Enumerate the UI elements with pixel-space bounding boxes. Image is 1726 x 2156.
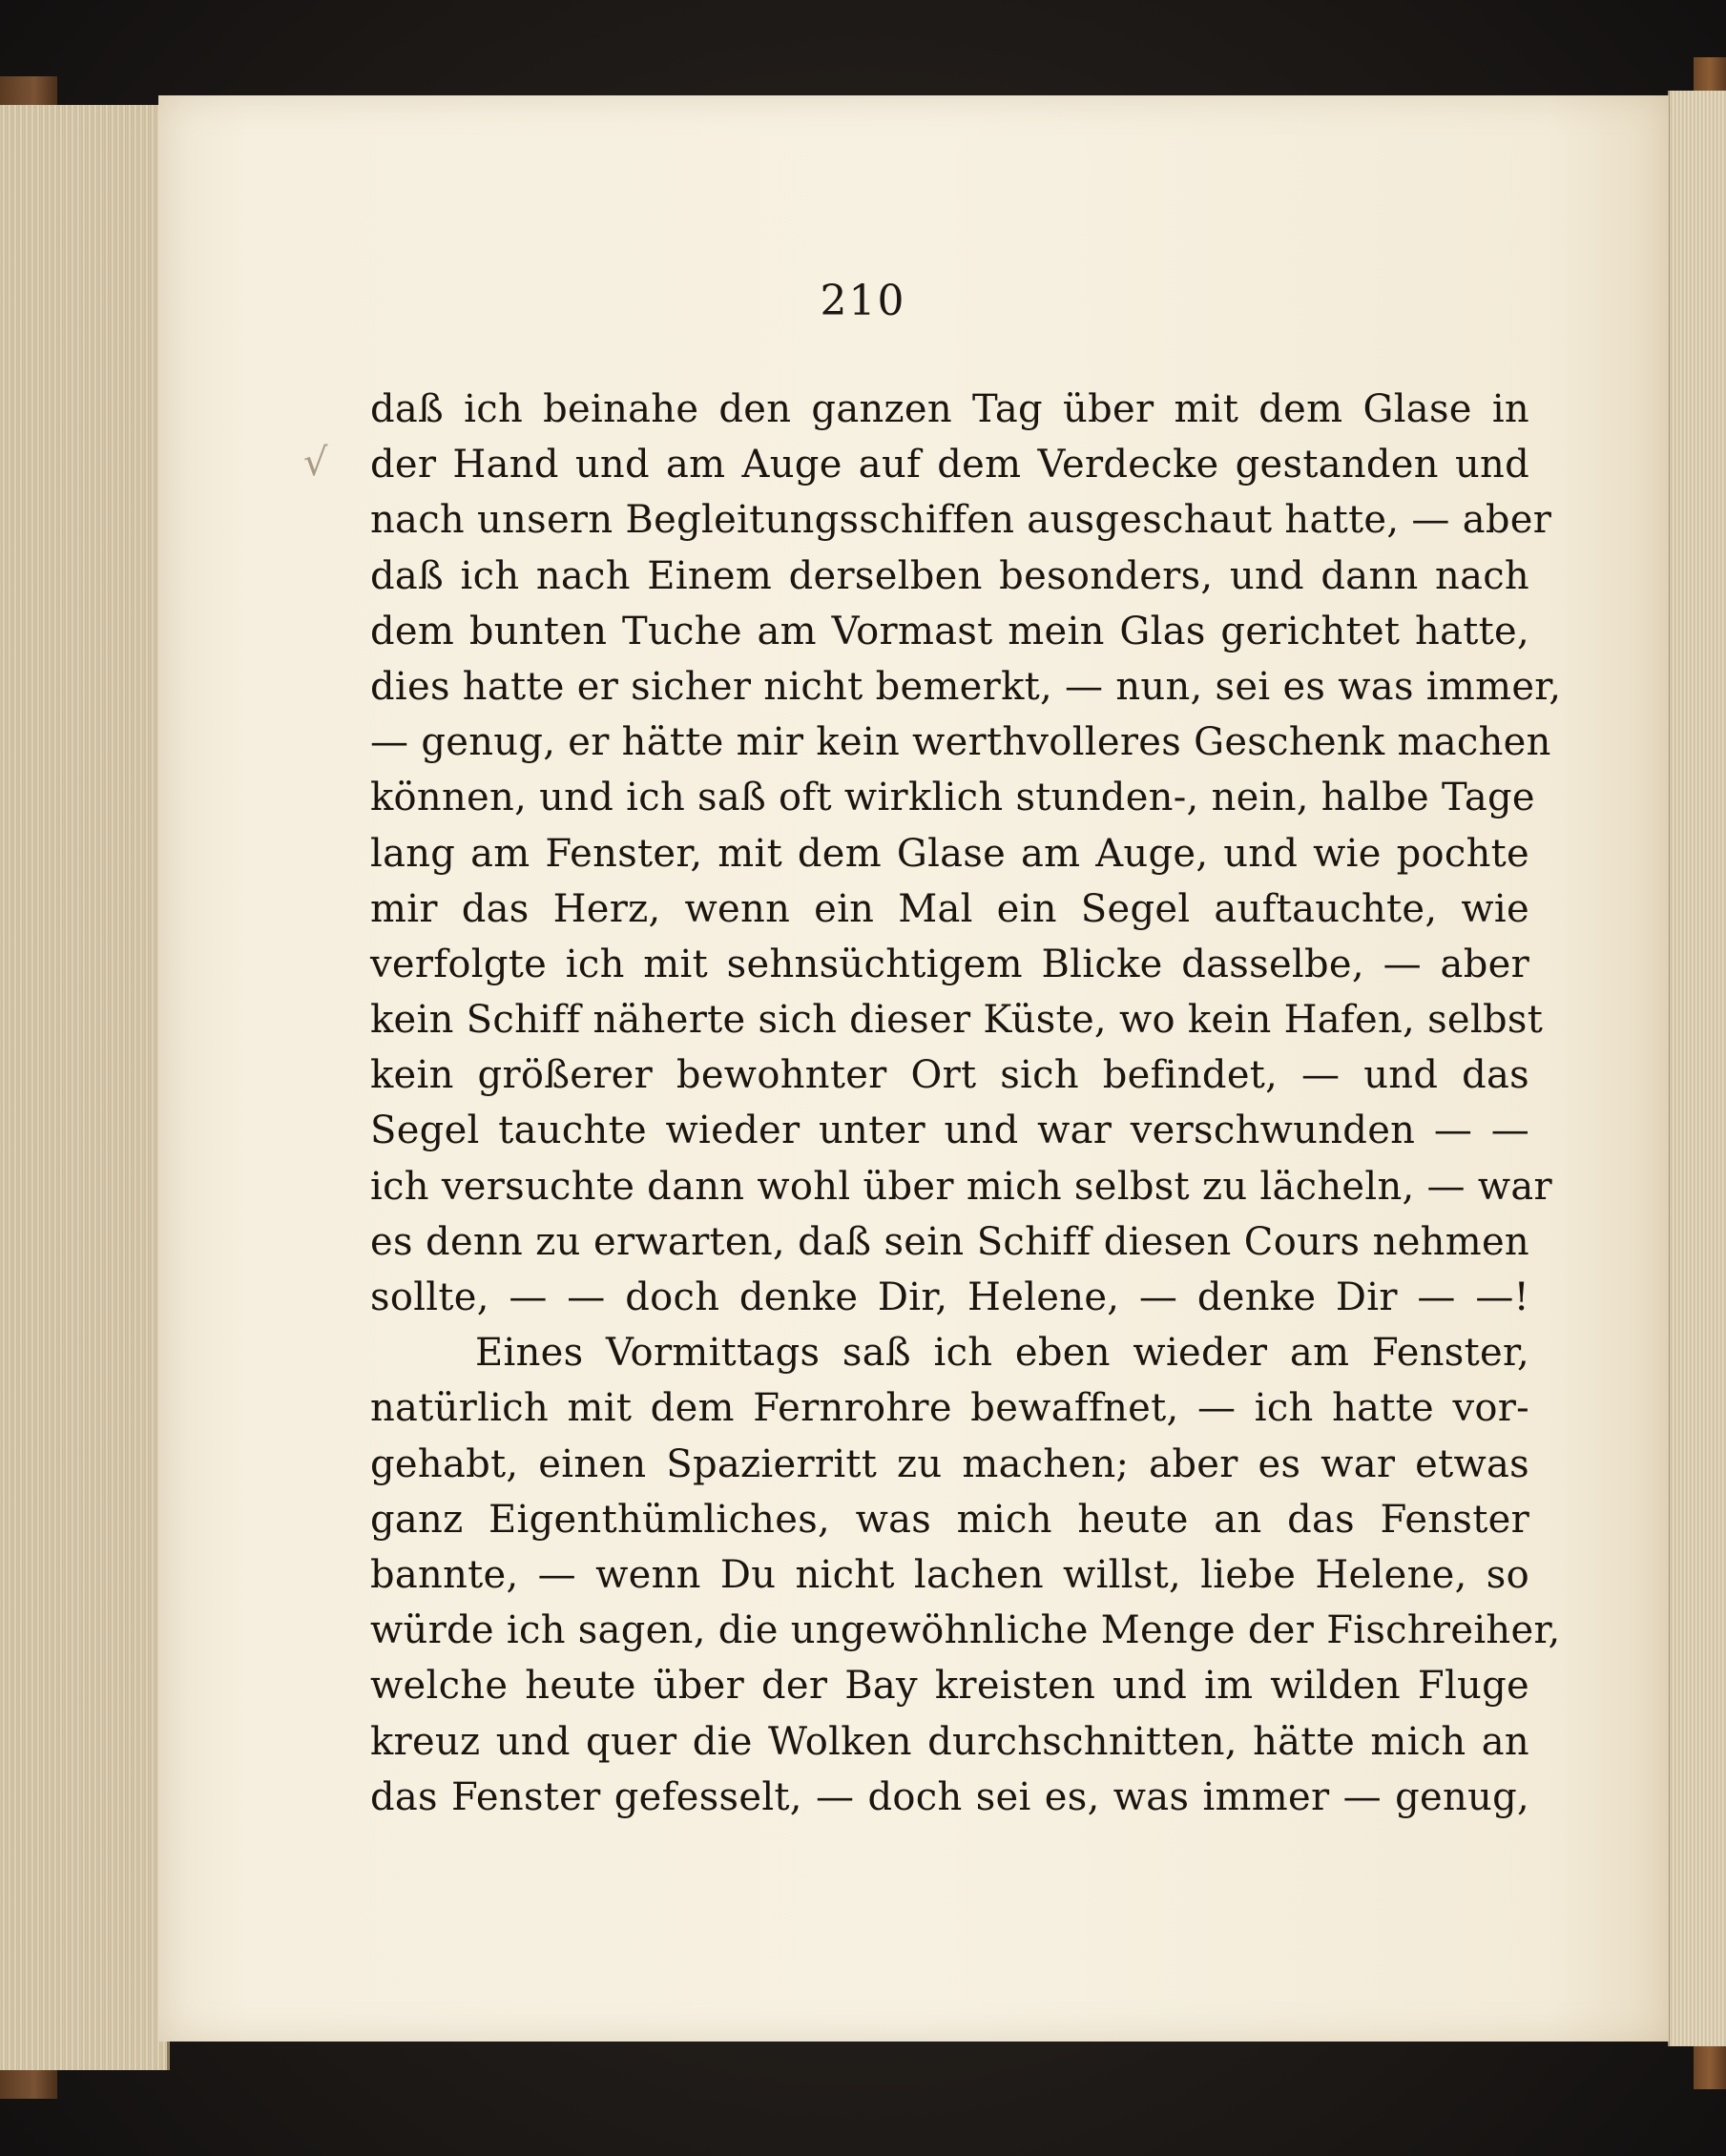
text-line: nach unsern Begleitungsschiffen ausgeschaut hatte, — aber xyxy=(370,498,1552,543)
text-line: sollte, — — doch denke Dir, Helene, — denke Dir — —! xyxy=(370,1275,1529,1319)
text-line: mir das Herz, wenn ein Mal ein Segel auftauchte, wie xyxy=(370,886,1529,931)
text-line: bannte, — wenn Du nicht lachen willst, liebe Helene, so xyxy=(370,1552,1529,1597)
body-text xyxy=(370,382,1562,1825)
text-line: — genug, er hätte mir kein werthvolleres Geschenk machen xyxy=(370,720,1551,765)
text-line: daß ich nach Einem derselben besonders, und dann nach xyxy=(370,553,1529,598)
text-line: kein größerer bewohnter Ort sich befindet, — und das xyxy=(370,1053,1529,1098)
text-line: der Hand und am Auge auf dem Verdecke gestanden und xyxy=(370,443,1529,487)
text-line: kein Schiff näherte sich dieser Küste, wo kein Hafen, selbst xyxy=(370,998,1544,1043)
text-line: gehabt, einen Spazierritt zu machen; aber es war etwas xyxy=(370,1441,1529,1486)
text-line: kreuz und quer die Wolken durchschnitten, hätte mich an xyxy=(370,1719,1529,1764)
text-line: ich versuchte dann wohl über mich selbst zu lächeln, — war xyxy=(370,1164,1552,1209)
left-page-stack xyxy=(0,105,170,2070)
text-line: Segel tauchte wieder unter und war verschwunden — — xyxy=(370,1109,1529,1153)
text-line: dem bunten Tuche am Vormast mein Glas gerichtet hatte, xyxy=(370,609,1529,653)
paragraph-start-line: Eines Vormittags saß ich eben wieder am Fenster, xyxy=(475,1331,1529,1376)
text-line: natürlich mit dem Fernrohre bewaffnet, — ich hatte vor- xyxy=(370,1386,1529,1431)
text-line: das Fenster gefesselt, — doch sei es, was immer — genug, xyxy=(370,1774,1529,1819)
margin-pencil-mark: √ xyxy=(303,441,328,485)
text-line: würde ich sagen, die ungewöhnliche Menge der Fischreiher, xyxy=(370,1608,1561,1653)
text-line: verfolgte ich mit sehnsüchtigem Blicke dasselbe, — aber xyxy=(370,942,1529,986)
right-page-stack xyxy=(1668,91,1726,2046)
text-line: ganz Eigenthümliches, was mich heute an das Fenster xyxy=(370,1497,1529,1542)
text-line: es denn zu erwarten, daß sein Schiff diesen Cours nehmen xyxy=(370,1219,1529,1264)
text-line: daß ich beinahe den ganzen Tag über mit dem Glase in xyxy=(370,387,1529,431)
text-line: dies hatte er sicher nicht bemerkt, — nun, sei es was immer, xyxy=(370,664,1562,709)
text-line: lang am Fenster, mit dem Glase am Auge, und wie pochte xyxy=(370,831,1529,876)
page-number: 210 xyxy=(820,277,906,325)
text-line: welche heute über der Bay kreisten und im wilden Fluge xyxy=(370,1664,1529,1709)
text-line: können, und ich saß oft wirklich stunden-, nein, halbe Tage xyxy=(370,776,1535,820)
